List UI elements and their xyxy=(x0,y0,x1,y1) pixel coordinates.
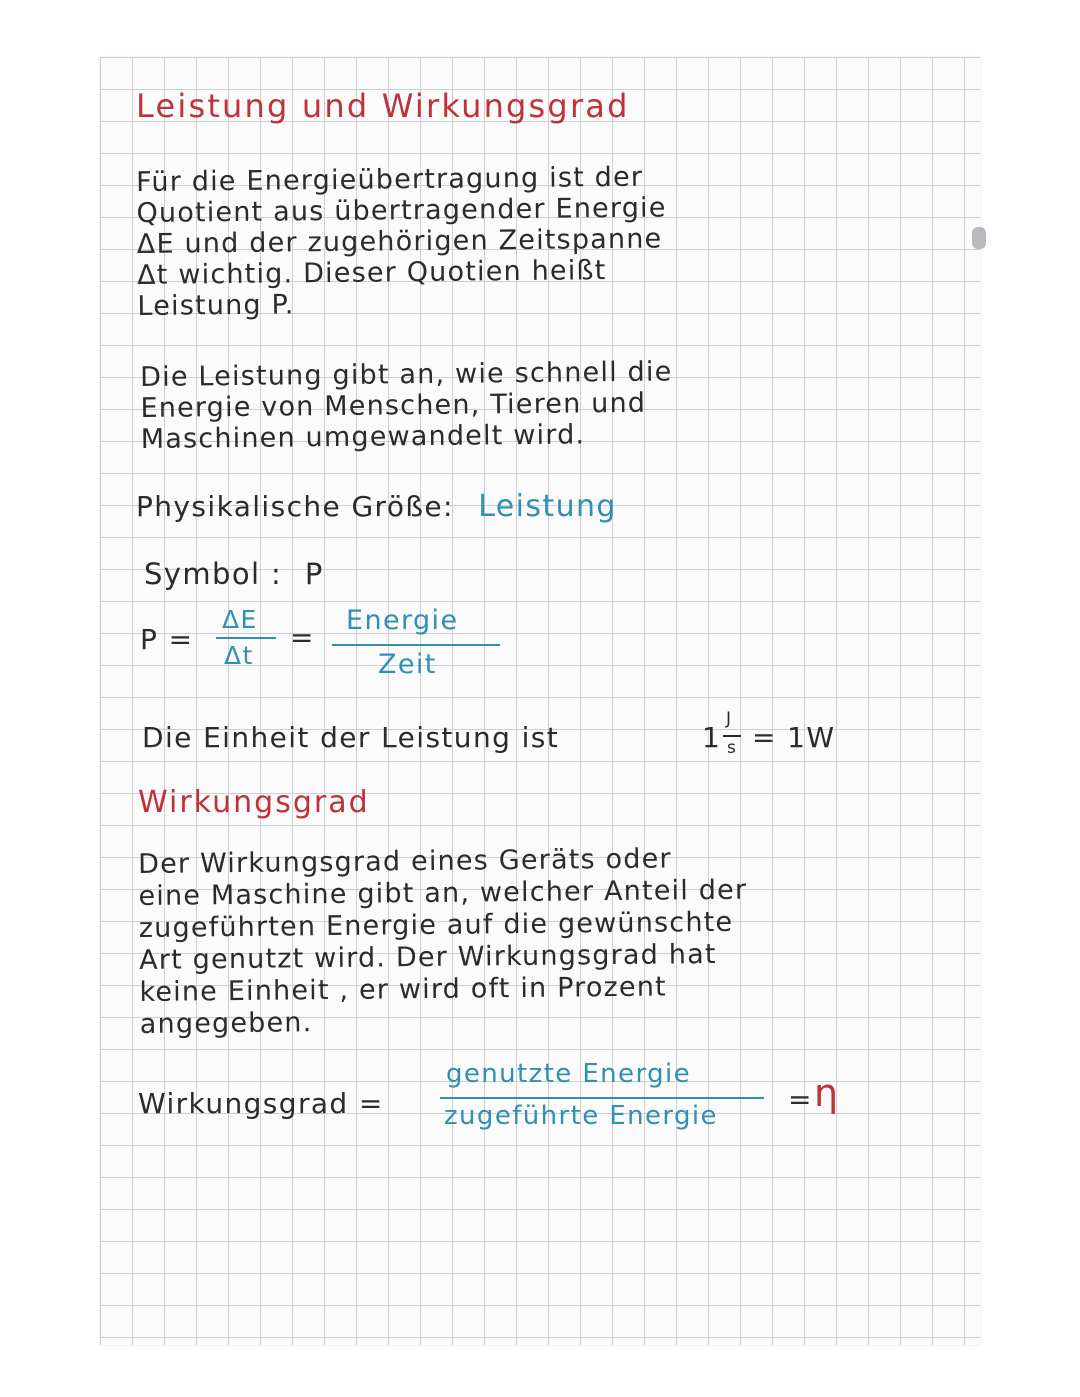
page-title: Leistung und Wirkungsgrad xyxy=(136,87,630,125)
quantity-label: Physikalische Größe: xyxy=(136,490,454,523)
intro-line: Leistung P. xyxy=(137,289,295,322)
symbol-value: P xyxy=(304,557,324,591)
efficiency-line: eine Maschine gibt an, welcher Anteil der xyxy=(138,874,748,912)
formula-power-lhs: P = xyxy=(140,623,194,656)
description-line: Maschinen umgewandelt wird. xyxy=(140,419,586,455)
efficiency-line: angegeben. xyxy=(139,1007,313,1040)
unit-row xyxy=(142,721,559,754)
efficiency-line: zugeführten Energie auf die gewünschte xyxy=(138,906,734,944)
description-line: Energie von Menschen, Tieren und xyxy=(140,387,647,424)
efficiency-line: Art genutzt wird. Der Wirkungsgrad hat xyxy=(139,938,717,976)
formula-efficiency-den: zugeführte Energie xyxy=(444,1101,718,1131)
notebook-page xyxy=(100,57,980,1345)
description-line: Die Leistung gibt an, wie schnell die xyxy=(140,356,673,393)
fraction-bar xyxy=(216,637,276,639)
efficiency-line: Der Wirkungsgrad eines Geräts oder xyxy=(138,843,672,880)
intro-line: ΔE und der zugehörigen Zeitspanne xyxy=(136,223,663,260)
fraction-bar xyxy=(440,1097,764,1099)
intro-line: Quotient aus übertragender Energie xyxy=(136,192,667,229)
efficiency-line: keine Einheit , er wird oft in Prozent xyxy=(139,971,668,1008)
unit-one: 1 xyxy=(702,721,722,754)
formula-efficiency-lhs: Wirkungsgrad = xyxy=(138,1087,384,1120)
unit-den: s xyxy=(727,738,738,758)
fraction-bar xyxy=(332,644,500,646)
formula-efficiency-num: genutzte Energie xyxy=(446,1059,692,1089)
formula-power-equals: = xyxy=(290,621,315,654)
unit-equals: = 1W xyxy=(752,721,836,754)
symbol-row xyxy=(144,557,324,591)
formula-power-den1: Δt xyxy=(224,641,254,670)
unit-text: Die Einheit der Leistung ist xyxy=(142,721,560,754)
formula-power-num1: ΔE xyxy=(222,605,258,634)
quantity-row xyxy=(136,489,617,524)
description-paragraph xyxy=(140,354,901,455)
formula-efficiency-equals: = xyxy=(788,1083,813,1116)
eta-symbol: η xyxy=(814,1071,840,1115)
binder-hole xyxy=(972,227,986,249)
intro-line: Δt wichtig. Dieser Quotien heißt xyxy=(136,255,607,291)
fraction-bar xyxy=(723,735,741,737)
section-title-wirkungsgrad: Wirkungsgrad xyxy=(138,785,370,820)
symbol-label: Symbol : xyxy=(144,557,283,591)
intro-line: Für die Energieübertragung ist der xyxy=(136,161,644,198)
formula-power-num2: Energie xyxy=(346,605,459,636)
quantity-value: Leistung xyxy=(478,489,617,524)
formula-power-den2: Zeit xyxy=(378,649,437,680)
efficiency-paragraph xyxy=(138,841,940,1041)
intro-paragraph xyxy=(136,159,898,322)
unit-num: J xyxy=(726,709,733,729)
